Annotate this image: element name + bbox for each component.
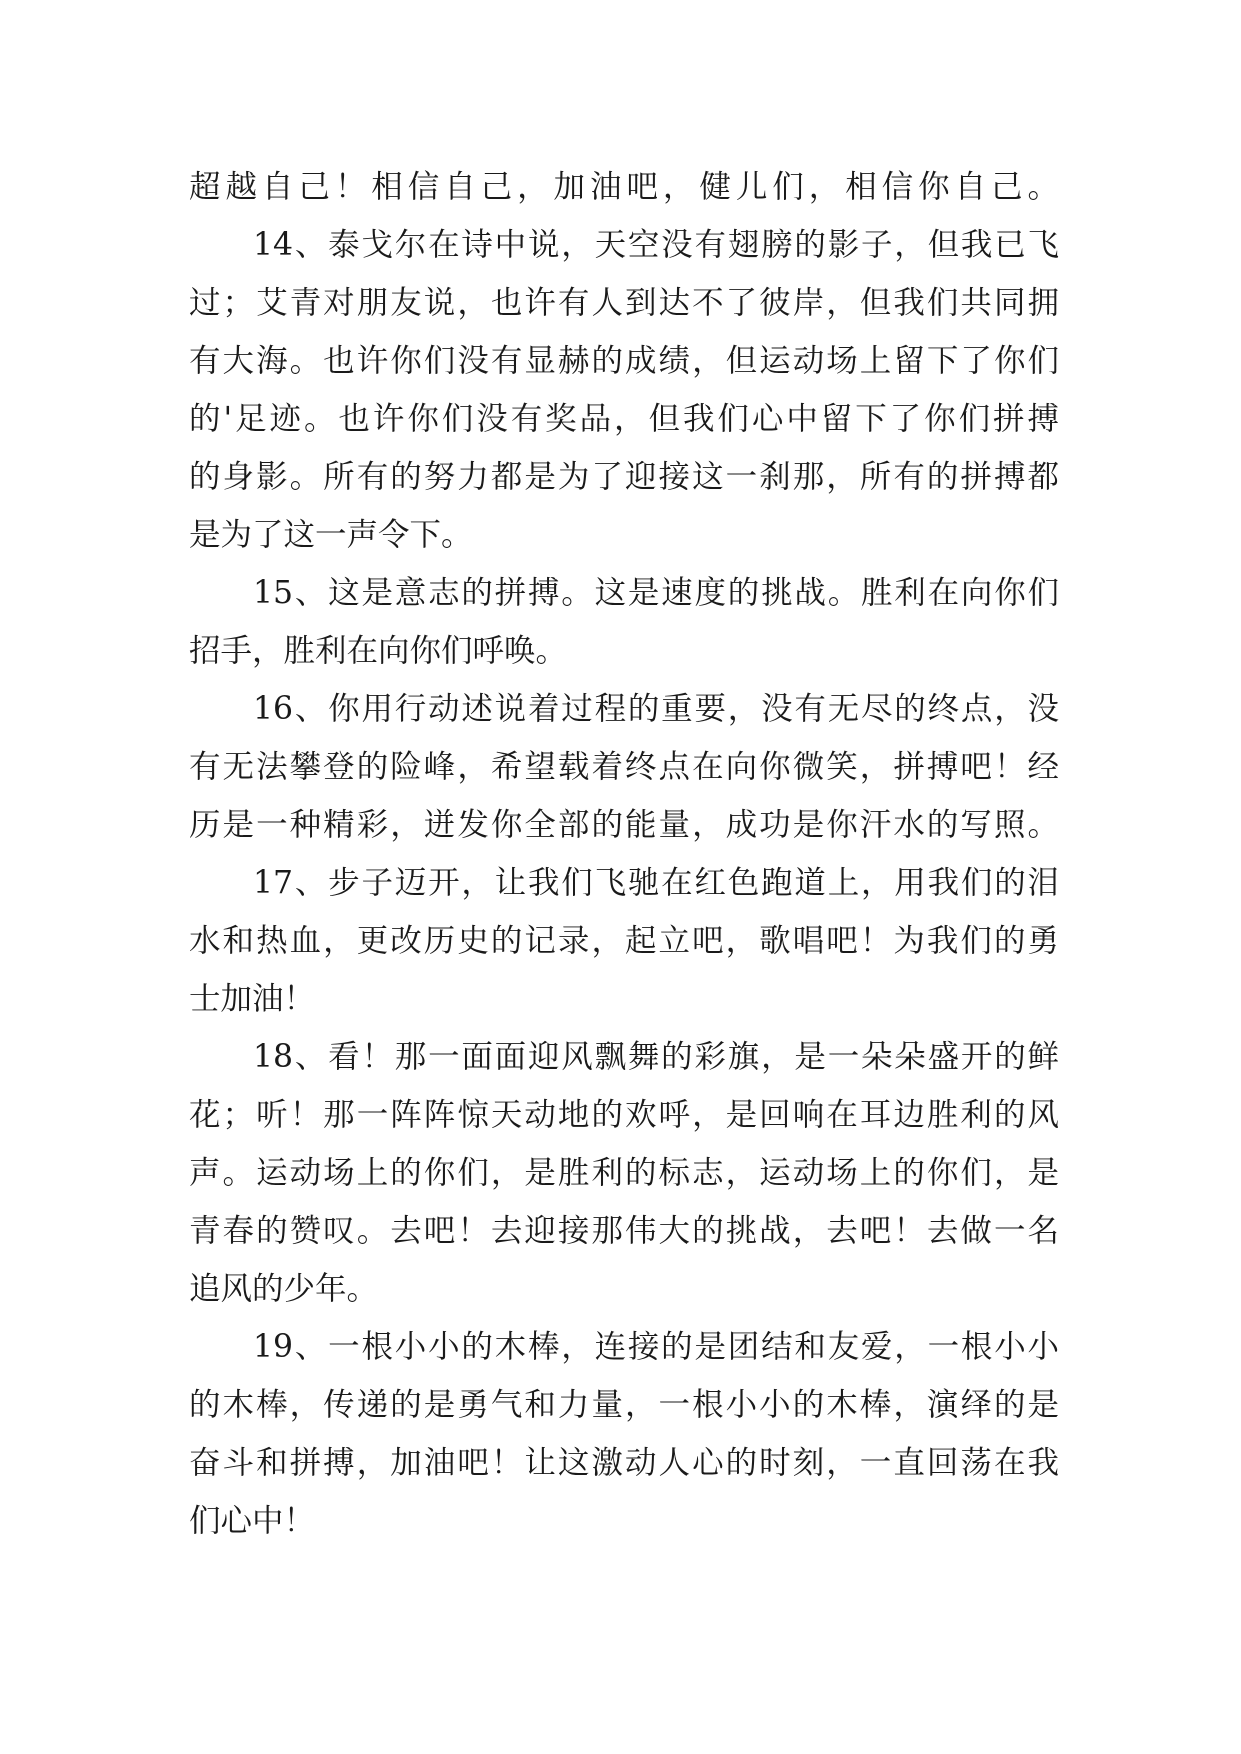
text-line: 奋斗和拼搏，加油吧！让这激动人心的时刻，一直回荡在我 (189, 1445, 1059, 1481)
text-line: 的身影。所有的努力都是为了迎接这一刹那，所有的拼搏都 (189, 459, 1059, 495)
text-line: 的木棒，传递的是勇气和力量，一根小小的木棒，演绎的是 (189, 1387, 1059, 1423)
text-line: 过；艾青对朋友说，也许有人到达不了彼岸，但我们共同拥 (189, 285, 1059, 321)
text-line: 19、一根小小的木棒，连接的是团结和友爱，一根小小 (253, 1329, 1059, 1365)
text-line: 们心中！ (189, 1503, 316, 1539)
document-body (189, 158, 1059, 1550)
paragraph-15 (189, 564, 1059, 680)
paragraph-16 (189, 680, 1059, 854)
text-line: 青春的赞叹。去吧！去迎接那伟大的挑战，去吧！去做一名 (189, 1213, 1059, 1249)
text-line: 招手，胜利在向你们呼唤。 (189, 633, 568, 669)
paragraph-continuation (189, 158, 1059, 216)
text-line: 超越自己！相信自己，加油吧，健儿们，相信你自己。 (189, 169, 1059, 205)
text-line: 花；听！那一阵阵惊天动地的欢呼，是回响在耳边胜利的风 (189, 1097, 1059, 1133)
text-line: 15、这是意志的拼搏。这是速度的挑战。胜利在向你们 (253, 575, 1059, 611)
text-line: 追风的少年。 (189, 1271, 379, 1307)
text-line: 14、泰戈尔在诗中说，天空没有翅膀的影子，但我已飞 (253, 227, 1059, 263)
text-line: 的'足迹。也许你们没有奖品，但我们心中留下了你们拼搏 (189, 401, 1059, 437)
text-line: 历是一种精彩，迸发你全部的能量，成功是你汗水的写照。 (189, 807, 1059, 843)
paragraph-17 (189, 854, 1059, 1028)
text-line: 18、看！那一面面迎风飘舞的彩旗，是一朵朵盛开的鲜 (253, 1039, 1059, 1075)
text-line: 17、步子迈开，让我们飞驰在红色跑道上，用我们的泪 (253, 865, 1059, 901)
text-line: 水和热血，更改历史的记录，起立吧，歌唱吧！为我们的勇 (189, 923, 1059, 959)
text-line: 16、你用行动述说着过程的重要，没有无尽的终点，没 (253, 691, 1059, 727)
paragraph-14 (189, 216, 1059, 564)
text-line: 士加油！ (189, 981, 316, 1017)
text-line: 有无法攀登的险峰，希望载着终点在向你微笑，拼搏吧！经 (189, 749, 1059, 785)
paragraph-18 (189, 1028, 1059, 1318)
text-line: 是为了这一声令下。 (189, 517, 473, 553)
paragraph-19 (189, 1318, 1059, 1550)
text-line: 有大海。也许你们没有显赫的成绩，但运动场上留下了你们 (189, 343, 1059, 379)
text-line: 声。运动场上的你们，是胜利的标志，运动场上的你们，是 (189, 1155, 1059, 1191)
